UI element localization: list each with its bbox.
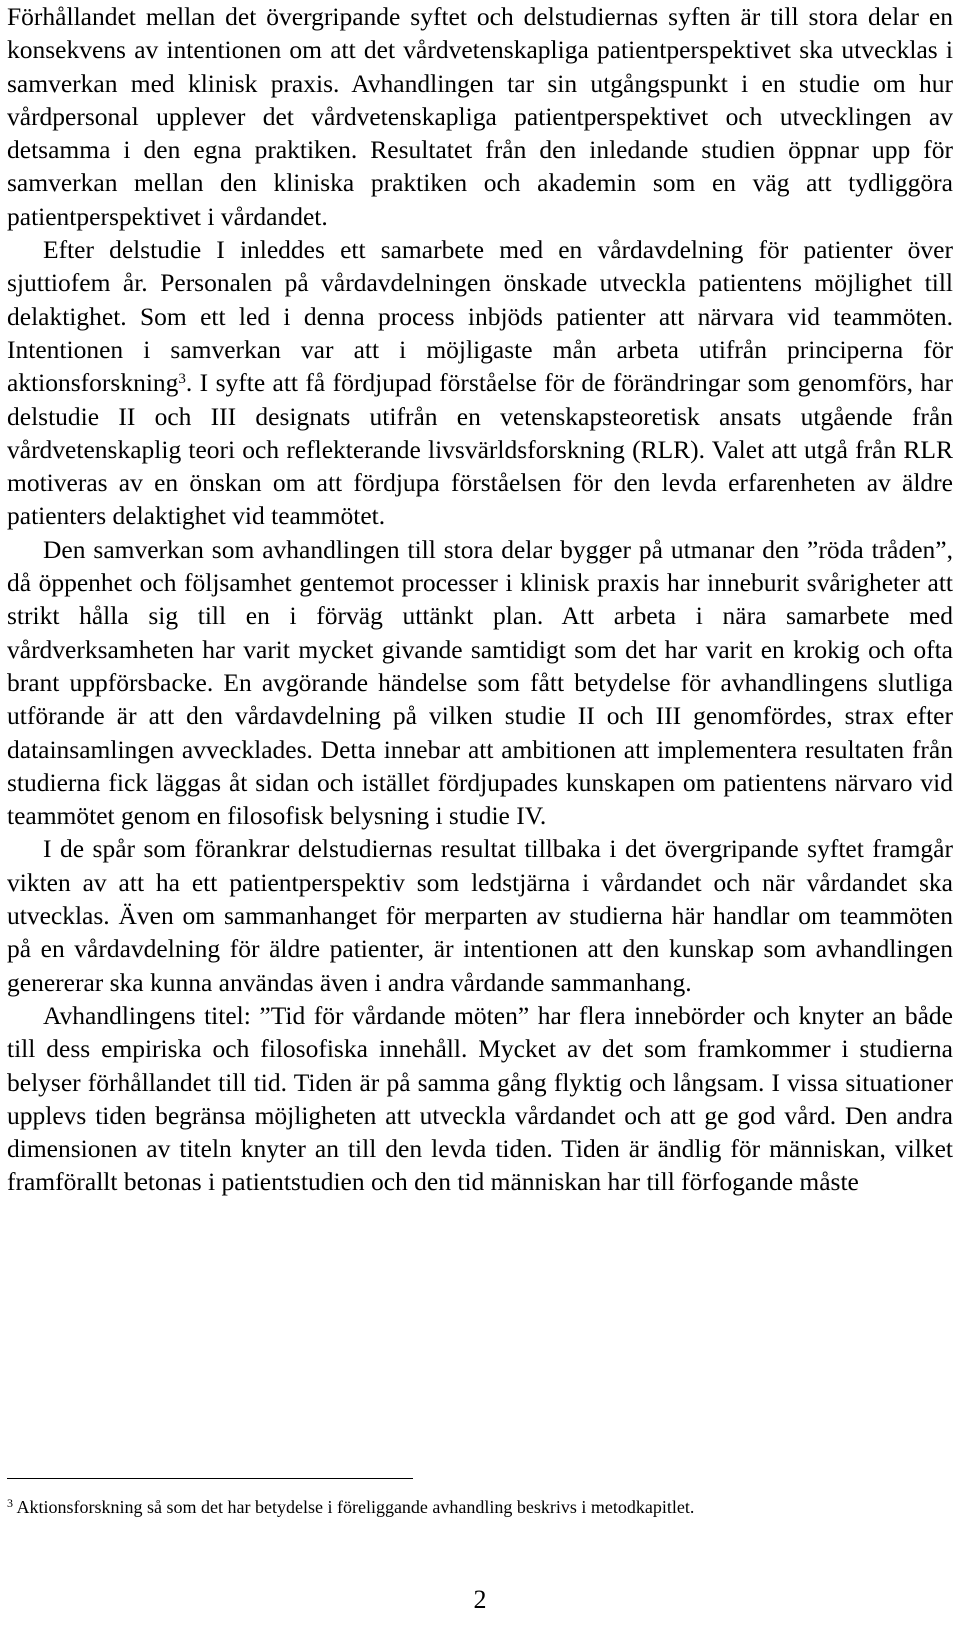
body-text [7,0,953,1199]
footnote [7,1496,953,1518]
paragraph-4: I de spår som förankrar delstudiernas resultat tillbaka i det övergripande syftet framgår vikten av att ha ett patientperspektiv som ledstjärna i vårdandet och när vårdandet ska utvecklas. Även om sammanhanget för merparten av studierna här handlar om teammöten på en vårdavdelning för äldre patienter, är intentionen att den kunskap som avhandlingen genererar ska kunna användas även i andra vårdande sammanhang. [7,834,953,997]
paragraph-2-text-b: . I syfte att få fördjupad förståelse för de förändringar som genomförs, har delstudie II och III designats utifrån en vetenskapsteoretisk ansats utgående från vårdvetenskaplig teori och reflekterande livsvärldsforskning (RLR). Valet att utgå från RLR motiveras av en önskan om att fördjupa förståelsen för den levda erfarenheten av äldre patienters delaktighet vid teammötet. [7,368,953,531]
paragraph-2-text-a: Efter delstudie I inleddes ett samarbete med en vårdavdelning för patienter över sjuttiofem år. Personalen på vårdavdelningen önskade utveckla patientens möjlighet till delaktighet. Som ett led i denna process inbjöds patienter att närvara vid teammöten. Intentionen i samverkan var att i möjligaste mån arbeta utifrån principerna för aktionsforskning [7,235,953,398]
paragraph-5: Avhandlingens titel: ”Tid för vårdande möten” har flera innebörder och knyter an både till dess empiriska och filosofiska innehåll. Mycket av det som framkommer i studierna belyser förhållandet till tid. Tiden är på samma gång flyktig och långsam. I vissa situationer upplevs tiden begränsa möjligheten att utveckla vårdandet och att ge god vård. Den andra dimensionen av titeln knyter an till den levda tiden. Tiden är ändlig för människan, vilket framförallt betonas i patientstudien och den tid människan har till förfogande måste [7,1000,953,1197]
page-number: 2 [473,1585,487,1614]
paragraph-3: Den samverkan som avhandlingen till stora delar bygger på utmanar den ”röda tråden”, då öppenhet och följsamhet gentemot processer i klinisk praxis har inneburit svårigheter att strikt hålla sig till en i förväg uttänkt plan. Att arbeta i nära samarbete med vårdverksamheten har varit mycket givande samtidigt som det har varit en krokig och ofta brant uppförsbacke. En avgörande händelse som fått betydelse för avhandlingens slutliga utförande är att den vårdavdelning på vilken studie II och III genomfördes, strax efter datainsamlingen avvecklades. Detta innebar att ambitionen att implementera resultaten från studierna fick läggas åt sidan och istället fördjupades kunskapen om patientens närvaro vid teammötet genom en filosofisk belysning i studie IV. [7,534,953,831]
footnote-text: Aktionsforskning så som det har betydelse i föreliggande avhandling beskrivs i metodkapitlet. [16,1497,695,1517]
paragraph-1: Förhållandet mellan det övergripande syftet och delstudiernas syften är till stora delar en konsekvens av intentionen om att det vårdvetenskapliga patientperspektivet ska utvecklas i samverkan med klinisk praxis. Avhandlingen tar sin utgångspunkt i en studie om hur vårdpersonal upplever det vårdvetenskapliga patientperspektivet och utvecklingen av detsamma i den egna praktiken. Resultatet från den inledande studien öppnar upp för samverkan mellan den kliniska praktiken och akademin som en väg att tydliggöra patientperspektivet i vårdandet. [7,2,953,231]
footnote-reference: 3 [178,371,186,388]
footnote-separator [7,1478,413,1479]
footnote-marker: 3 [7,1496,13,1510]
paragraph-2 [7,233,953,533]
